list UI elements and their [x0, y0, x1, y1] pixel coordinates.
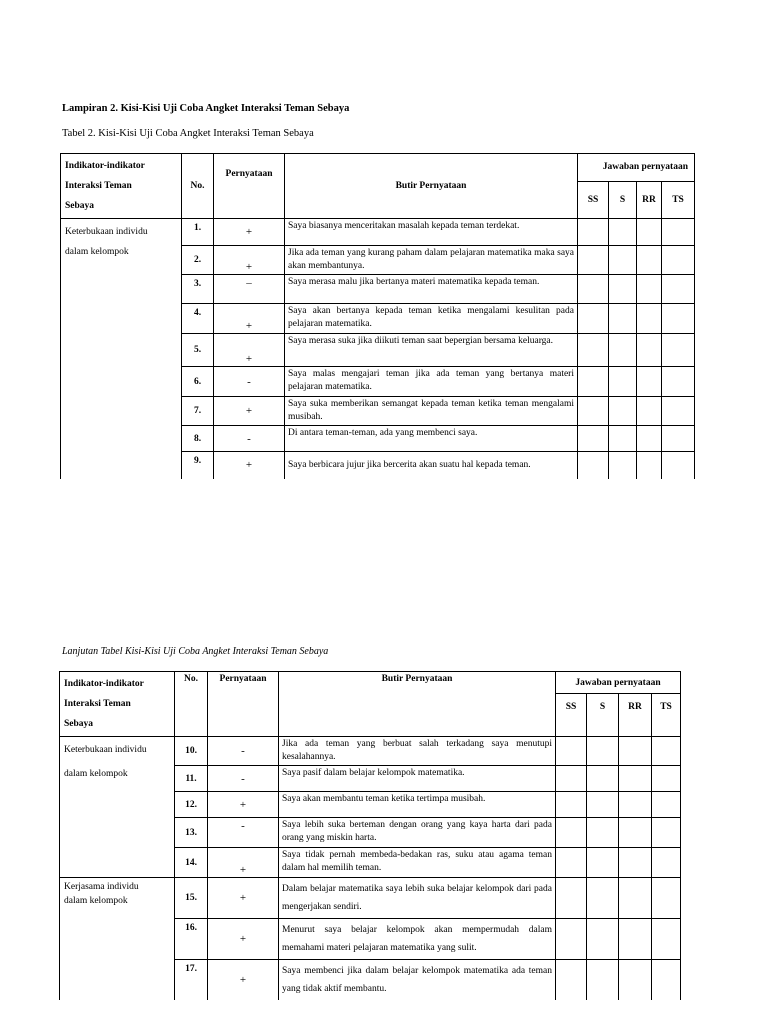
row-no: 7.: [182, 397, 214, 426]
row-no: 8.: [182, 426, 214, 452]
row-no: 5.: [182, 334, 214, 367]
table-continuation-caption: Lanjutan Tabel Kisi-Kisi Uji Coba Angket Interaksi Teman Sebaya: [62, 646, 329, 657]
indicator-keterbukaan: Keterbukaan individu dalam kelompok: [60, 737, 175, 878]
questionnaire-table-2: [59, 671, 681, 1000]
row-no: 6.: [182, 367, 214, 397]
row-statement: Jika ada teman yang berbuat salah terkadang saya menutupi kesalahannya.: [279, 737, 556, 766]
header-rr: RR: [637, 181, 662, 218]
row-sign: -: [208, 737, 279, 766]
row-statement: Saya tidak pernah membeda-bedakan ras, suku atau agama teman dalam hal memilih teman.: [279, 848, 556, 878]
row-sign: +: [208, 878, 279, 919]
row-statement: Jika ada teman yang kurang paham dalam pelajaran matematika maka saya akan membantunya.: [285, 246, 578, 275]
header-indicator: Indikator-indikator Interaksi Teman Sebaya: [61, 154, 182, 219]
header-pernyataan: Pernyataan: [214, 154, 285, 219]
row-no: 11.: [175, 766, 208, 792]
header-jawaban: Jawaban pernyataan: [556, 672, 681, 694]
row-sign: +: [214, 219, 285, 246]
row-statement: Menurut saya belajar kelompok akan mempermudah dalam memahami materi pelajaran matematika yang sulit.: [279, 919, 556, 960]
row-sign: -: [214, 426, 285, 452]
table-row: [60, 737, 681, 766]
row-sign: –: [214, 275, 285, 304]
row-statement: Saya membenci jika dalam belajar kelompok matematika ada teman yang tidak aktif membantu.: [279, 960, 556, 1001]
row-statement: Saya pasif dalam belajar kelompok matematika.: [279, 766, 556, 792]
header-jawaban: Jawaban pernyataan: [578, 154, 695, 182]
row-sign: -: [208, 818, 279, 848]
row-sign: -: [214, 367, 285, 397]
row-statement: Saya berbicara jujur jika bercerita akan suatu hal kepada teman.: [285, 452, 578, 479]
row-sign: +: [214, 397, 285, 426]
row-statement: Di antara teman-teman, ada yang membenci saya.: [285, 426, 578, 452]
row-sign: +: [214, 246, 285, 275]
row-statement: Saya merasa suka jika diikuti teman saat bepergian bersama keluarga.: [285, 334, 578, 367]
row-statement: Saya akan membantu teman ketika tertimpa musibah.: [279, 792, 556, 818]
row-no: 3.: [182, 275, 214, 304]
header-ss: SS: [556, 694, 587, 737]
header-butir: Butir Pernyataan: [279, 672, 556, 737]
row-statement: Saya merasa malu jika bertanya materi matematika kepada teman.: [285, 275, 578, 304]
header-no: No.: [182, 154, 214, 219]
row-statement: Saya suka memberikan semangat kepada teman ketika teman mengalami musibah.: [285, 397, 578, 426]
row-statement: Dalam belajar matematika saya lebih suka belajar kelompok dari pada mengerjakan sendiri.: [279, 878, 556, 919]
indicator-keterbukaan: Keterbukaan individu dalam kelompok: [61, 219, 182, 479]
header-pernyataan: Pernyataan: [208, 672, 279, 737]
row-statement: Saya lebih suka berteman dengan orang yang kaya harta dari pada orang yang miskin harta.: [279, 818, 556, 848]
header-ts: TS: [652, 694, 681, 737]
header-s: S: [609, 181, 637, 218]
row-no: 2.: [182, 246, 214, 275]
row-sign: +: [208, 919, 279, 960]
row-no: 13.: [175, 818, 208, 848]
header-ts: TS: [662, 181, 695, 218]
row-no: 17.: [175, 960, 208, 1001]
table-caption: Tabel 2. Kisi-Kisi Uji Coba Angket Interaksi Teman Sebaya: [62, 128, 314, 139]
row-no: 12.: [175, 792, 208, 818]
questionnaire-table-1: [60, 153, 695, 479]
header-ss: SS: [578, 181, 609, 218]
row-sign: +: [208, 792, 279, 818]
row-no: 16.: [175, 919, 208, 960]
indicator-kerjasama: Kerjasama individu dalam kelompok: [60, 878, 175, 1001]
row-sign: +: [208, 960, 279, 1001]
header-rr: RR: [619, 694, 652, 737]
row-no: 9.: [182, 452, 214, 479]
row-no: 10.: [175, 737, 208, 766]
row-no: 14.: [175, 848, 208, 878]
table-row: [60, 878, 681, 919]
row-sign: +: [214, 304, 285, 334]
header-s: S: [587, 694, 619, 737]
row-statement: Saya akan bertanya kepada teman ketika mengalami kesulitan pada pelajaran matematika.: [285, 304, 578, 334]
row-sign: +: [214, 334, 285, 367]
header-butir: Butir Pernyataan: [285, 154, 578, 219]
row-sign: +: [214, 452, 285, 479]
header-no: No.: [175, 672, 208, 737]
header-indicator: Indikator-indikator Interaksi Teman Sebaya: [60, 672, 175, 737]
row-no: 15.: [175, 878, 208, 919]
row-sign: -: [208, 766, 279, 792]
page-heading: Lampiran 2. Kisi-Kisi Uji Coba Angket Interaksi Teman Sebaya: [62, 103, 350, 114]
row-statement: Saya biasanya menceritakan masalah kepada teman terdekat.: [285, 219, 578, 246]
row-sign: +: [208, 848, 279, 878]
row-no: 4.: [182, 304, 214, 334]
row-no: 1.: [182, 219, 214, 246]
row-statement: Saya malas mengajari teman jika ada teman yang bertanya materi pelajaran matematika.: [285, 367, 578, 397]
table-row: [61, 219, 695, 246]
